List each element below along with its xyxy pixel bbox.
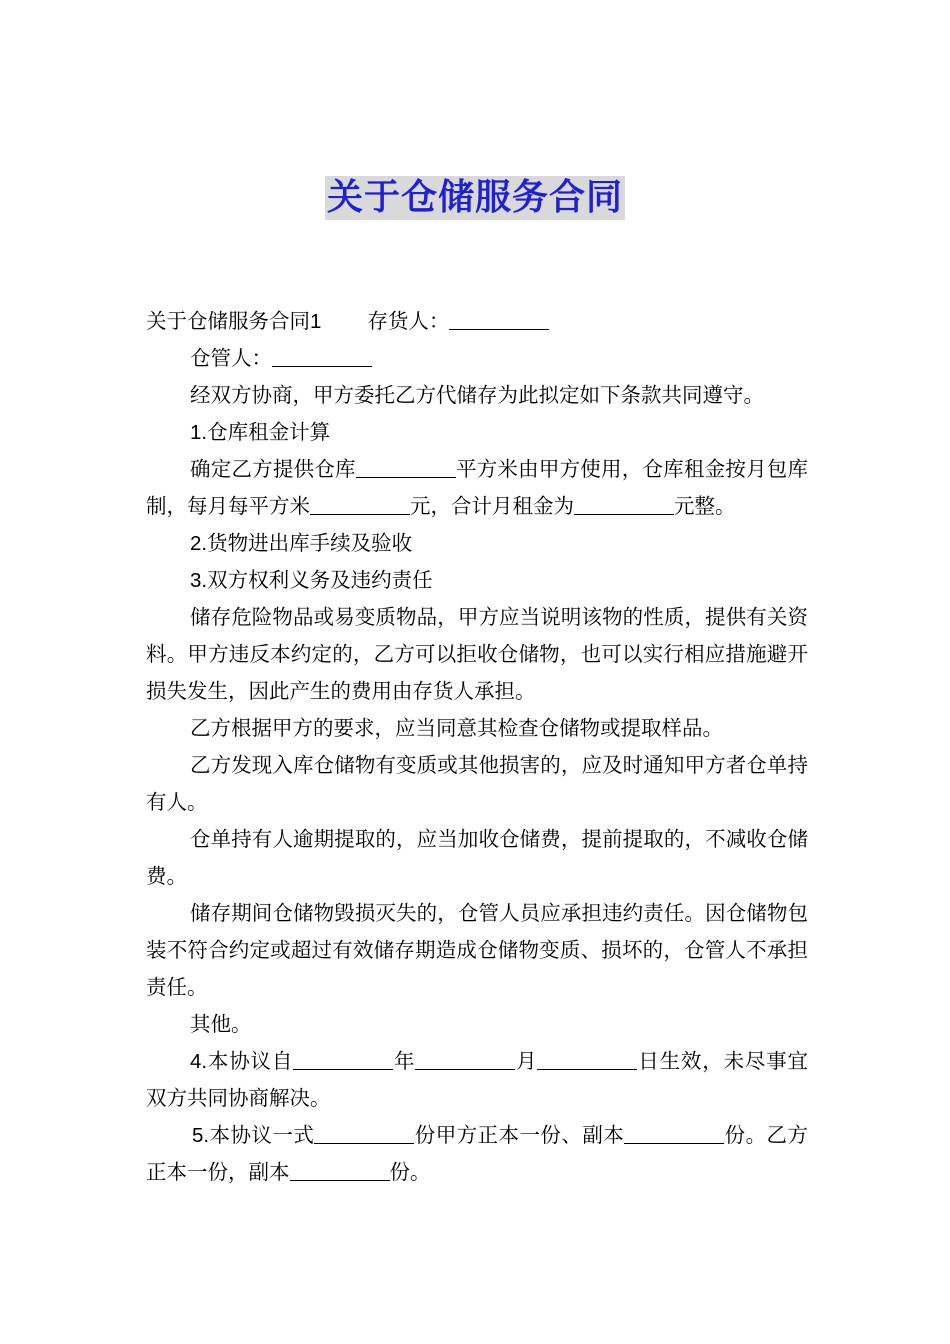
section-1-heading: [146, 414, 808, 451]
depositor-blank[interactable]: [449, 307, 549, 330]
contract-subtitle: 关于仓储服务合同: [146, 309, 310, 333]
section-1-title: 仓库租金计算: [207, 420, 331, 444]
contract-body: [146, 303, 808, 1191]
effective-text-a: 本协议自: [207, 1049, 294, 1073]
paragraph-damage-notice: 乙方发现入库仓储物有变质或其他损害的，应及时通知甲方者仓单持有人。: [146, 753, 808, 814]
title-wrap: [0, 176, 950, 220]
paragraph-keeper: [146, 340, 808, 377]
effective-text-c: 月: [515, 1049, 538, 1073]
copies-text-d: 份。: [389, 1160, 431, 1184]
party-b-copies-blank[interactable]: [290, 1158, 390, 1181]
copies-text-a: 本协议一式: [209, 1123, 315, 1147]
effective-text-d: 日生效，未尽事宜双方共同协商解决。: [146, 1049, 809, 1110]
party-a-copies-blank[interactable]: [624, 1121, 724, 1144]
depositor-label: 存货人：: [367, 309, 450, 333]
paragraph-dangerous-goods: 储存危险物品或易变质物品，甲方应当说明该物的性质，提供有关资料。甲方违反本约定的，乙方可以拒收仓储物，也可以实行相应措施避开损失发生，因此产生的费用由存货人承担。: [146, 605, 808, 703]
month-blank[interactable]: [415, 1047, 515, 1070]
keeper-blank[interactable]: [272, 344, 372, 367]
section-3-number: 3.: [190, 569, 208, 592]
rent-text-b: 平方米由甲方使用，仓库租金按月包库制，每月每平方米: [146, 457, 809, 518]
rent-text-d: 元整。: [674, 494, 736, 518]
contract-number: 1: [310, 310, 322, 333]
effective-text-b: 年: [393, 1049, 416, 1073]
section-2-title: 货物进出库手续及验收: [207, 531, 413, 555]
copies-text-c: 份。乙方正本一份，副本: [146, 1123, 809, 1184]
rent-text-a: 确定乙方提供仓库: [190, 457, 356, 481]
section-5-number: 5.: [192, 1124, 210, 1147]
rent-text-c: 元，合计月租金为: [410, 494, 574, 518]
section-2-heading: [146, 525, 808, 562]
paragraph-intro: 经双方协商，甲方委托乙方代储存为此拟定如下条款共同遵守。: [190, 383, 764, 407]
paragraph-liability: 储存期间仓储物毁损灭失的，仓管人员应承担违约责任。因仓储物包装不符合约定或超过有效储存期造成仓储物变质、损坏的，仓管人不承担责任。: [146, 901, 808, 999]
section-1-number: 1.: [190, 421, 208, 444]
keeper-label: 仓管人：: [190, 346, 272, 370]
section-2-number: 2.: [190, 532, 208, 555]
section-4-number: 4.: [190, 1050, 208, 1073]
paragraph-rent: [146, 451, 808, 525]
section-4-effective: [146, 1043, 808, 1117]
paragraph-overdue: 仓单持有人逾期提取的，应当加收仓储费，提前提取的，不减收仓储费。: [146, 827, 808, 888]
year-blank[interactable]: [293, 1047, 393, 1070]
paragraph-other: 其他。: [190, 1012, 252, 1036]
document-title: 关于仓储服务合同: [326, 177, 623, 218]
paragraph-heading-line: [146, 303, 808, 340]
day-blank[interactable]: [537, 1047, 637, 1070]
section-5-copies: [146, 1117, 808, 1191]
section-3-heading: [146, 562, 808, 599]
monthly-rent-blank[interactable]: [574, 492, 674, 515]
copies-text-b: 份甲方正本一份、副本: [414, 1123, 625, 1147]
copies-total-blank[interactable]: [314, 1121, 414, 1144]
section-3-title: 双方权利义务及违约责任: [207, 568, 433, 592]
unit-price-blank[interactable]: [310, 492, 410, 515]
paragraph-inspection: 乙方根据甲方的要求，应当同意其检查仓储物或提取样品。: [190, 716, 723, 740]
area-blank[interactable]: [356, 455, 456, 478]
